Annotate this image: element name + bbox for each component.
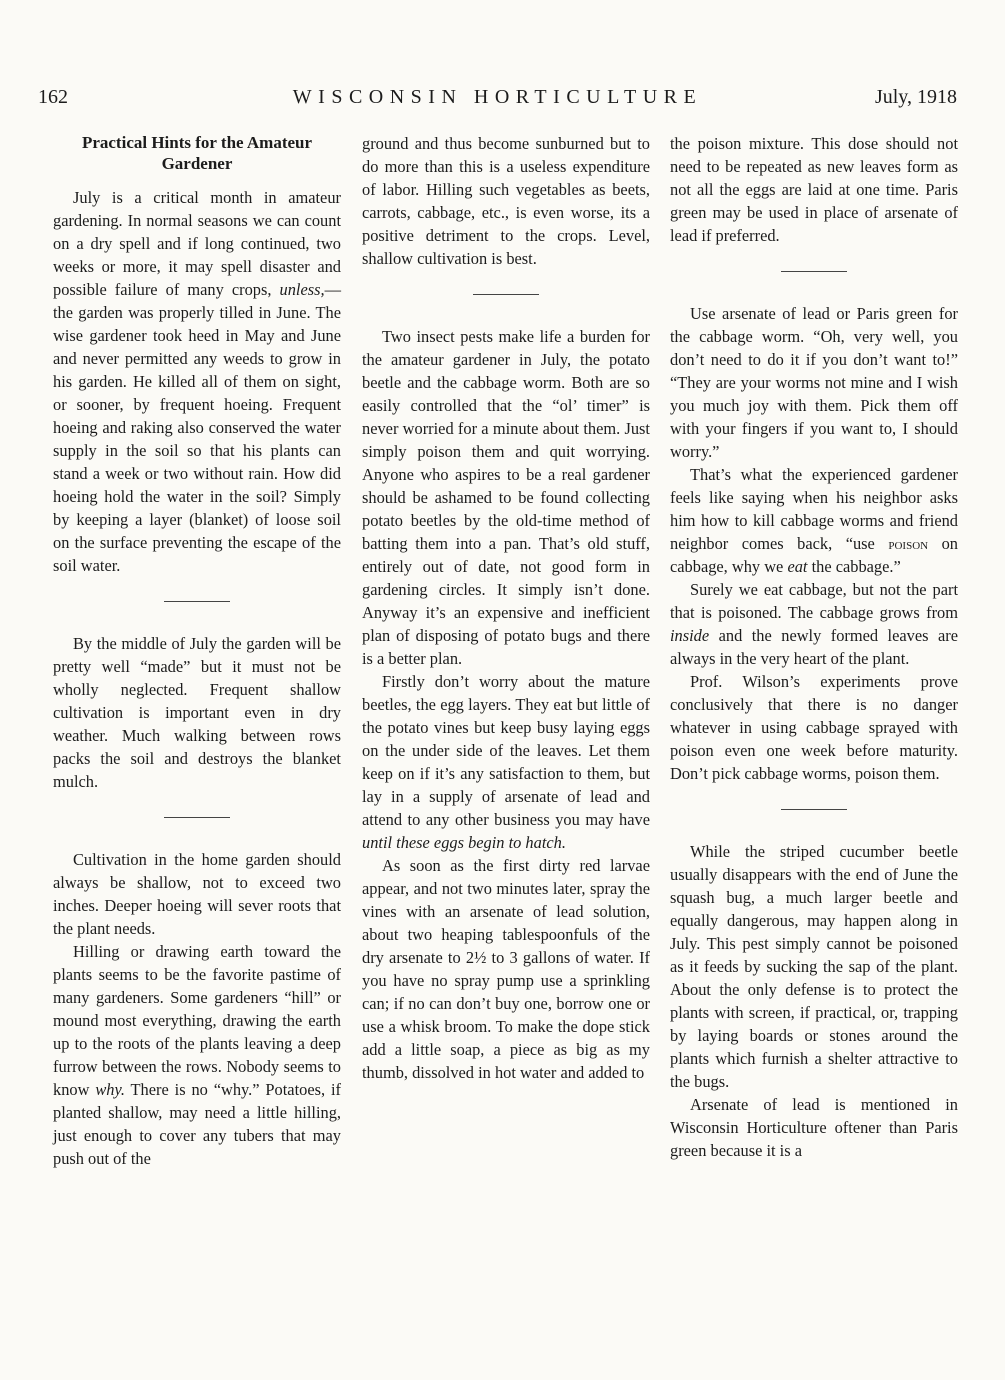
paragraph: Arsenate of lead is mentioned in Wisconsin Horticulture oftener than Paris green because it is a	[670, 1095, 958, 1160]
paragraph: By the middle of July the garden will be pretty well “made” but it must not be wholly neglected. Frequent shallow cultivation is important even in dry weather. Much walking between rows packs the soil and destroys the blanket mulch.	[53, 634, 341, 791]
text: Surely we eat cabbage, but not the part that is poisoned. The cabbage grows from	[670, 580, 958, 622]
emphasis: until these eggs begin to hatch.	[362, 833, 566, 852]
paragraph: Prof. Wilson’s experiments prove conclusively that there is no danger whatever in using cabbage sprayed with poison even one week before maturity. Don’t pick cabbage worms, poison them.	[670, 672, 958, 783]
text: Hilling or drawing earth toward the plants seems to be the favorite pastime of many gardeners. Some gardeners “hill” or mound most everything, drawing the earth up to the roots of the plants leaving a deep furrow between the rows. Nobody seems to know	[53, 942, 341, 1099]
paragraph: the poison mixture. This dose should not need to be repeated as new leaves form as not all the eggs are laid at one time. Paris green may be used in place of arsenate of lead if preferred.	[670, 134, 958, 245]
column-2	[362, 132, 650, 1084]
text: on cabbage, why we	[670, 534, 958, 576]
running-header	[38, 82, 957, 112]
paragraph: As soon as the first dirty red larvae appear, and not two minutes later, spray the vines with an arsenate of lead solution, about two heaping tablespoonfuls of the dry arsenate to 2½ to 3 gallons of water. If you have no spray pump use a sprinkling can; if no can don’t buy one, borrow one or use a whisk broom. To make the dope stick add a little soap, a piece as big as my thumb, dissolved in hot water and added to	[362, 856, 650, 1082]
text: —the garden was properly tilled in June. The wise gardener took heed in May and June and never permitted any weeds to grow in his garden. He killed all of them on sight, or sooner, by frequent hoeing. Frequent hoeing and raking also conserved the water supply in the soil so that his plants can stand a week or two without rain. How did hoeing hold the water in the soil? Simply by keeping a layer (blanket) of loose soil on the surface preventing the escape of the soil water.	[53, 280, 341, 575]
paragraph	[53, 940, 341, 1170]
paragraph: ground and thus become sunburned but to do more than this is a useless expenditure of labor. Hilling such vegetables as beets, carrots, cabbage, etc., is even worse, its a positive detriment to the crops. Level, shallow cultivation is best.	[362, 134, 650, 268]
text: Firstly don’t worry about the mature beetles, the egg layers. They eat but little of the potato vines but keep busy laying eggs on the under side of the leaves. Let them keep on if it’s any satisfaction to them, but lay in a supply of arsenate of lead and attend to any other business you may have	[362, 672, 650, 829]
emphasis: inside	[670, 626, 710, 645]
paragraph	[670, 463, 958, 578]
emphasis: unless,	[279, 280, 325, 299]
small-caps-text: poison	[888, 534, 929, 553]
column-3	[670, 132, 958, 1162]
section-divider	[164, 817, 230, 818]
paragraph: Use arsenate of lead or Paris green for the cabbage worm. “Oh, very well, you don’t need to do it if you don’t want to!” “They are your worms not mine and I wish you much joy with them. Pick them off with your fingers if you want to, I should worry.”	[670, 304, 958, 461]
publication-title: WISCONSIN HORTICULTURE	[292, 86, 703, 108]
page-number: 162	[38, 86, 68, 108]
paragraph	[670, 578, 958, 670]
text: There is no “why.” Potatoes, if planted shallow, may need a little hilling, just enough to cover any tubers that may push out of the	[53, 1080, 341, 1168]
paragraph: While the striped cucumber beetle usually disappears with the end of June the squash bug, a much larger beetle and equally dangerous, may happen along in July. This pest simply cannot be poisoned as it feeds by sucking the sap of the plant. About the only defense is to protect the plants with screen, if practical, or, trapping by laying boards or stones around the plants which furnish a shelter attractive to the bugs.	[670, 842, 958, 1091]
text: the cabbage.”	[811, 557, 901, 576]
paragraph	[53, 186, 341, 577]
issue-date: July, 1918	[874, 86, 957, 108]
text: July is a critical month in amateur gardening. In normal seasons we can count on a dry spell and if long continued, two weeks or more, it may spell disaster and possible failure of many crops,	[53, 188, 341, 299]
article-title: Practical Hints for the Amateur Gardener	[81, 133, 313, 173]
paragraph	[362, 670, 650, 854]
column-1	[53, 132, 341, 1170]
paragraph: Two insect pests make life a burden for the amateur gardener in July, the potato beetle and the cabbage worm. Both are so easily controlled that the “ol’ timer” is never worried for a minute about them. Just simply poison them and quit worrying. Anyone who aspires to be a real gardener should be ashamed to be found collecting potato beetles by the old-time method of batting them into a pan. That’s old stuff, entirely out of date, not good form in gardening circles. It simply isn’t done. Anyway it’s an expensive and inefficient plan of disposing of potato bugs and there is a better plan.	[362, 327, 650, 668]
text: and the newly formed leaves are always in the very heart of the plant.	[670, 626, 958, 668]
section-divider	[164, 601, 230, 602]
emphasis: why.	[95, 1080, 125, 1099]
text: That’s what the experienced gardener feels like saying when his neighbor asks him how to kill cabbage worms and friend neighbor comes back, “use	[670, 465, 958, 553]
paragraph: Cultivation in the home garden should always be shallow, not to exceed two inches. Deeper hoeing will sever roots that the plant needs.	[53, 850, 341, 938]
section-divider	[473, 294, 539, 295]
emphasis: eat	[787, 557, 808, 576]
section-divider	[781, 809, 847, 810]
section-divider	[781, 271, 847, 272]
